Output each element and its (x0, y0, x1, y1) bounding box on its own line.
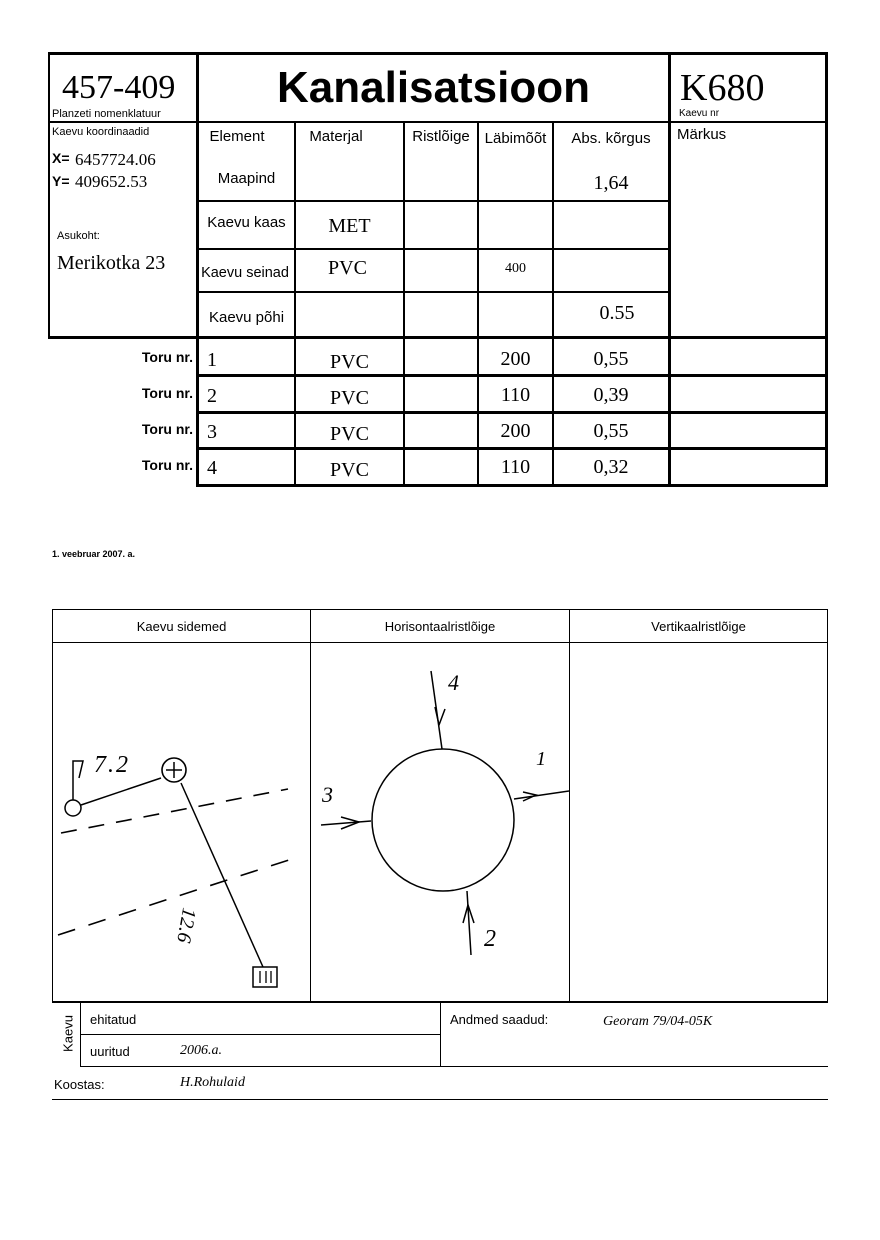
element-row-name: Kaevu põhi (208, 308, 285, 326)
pipe-number: 3 (207, 421, 217, 443)
pipe-number-label: 1 (536, 748, 546, 770)
element-row-name: Maapind (217, 169, 276, 187)
pipe-number-label: 3 (322, 782, 333, 807)
col-element: Element (209, 127, 265, 145)
coords-label: Kaevu koordinaadid (52, 126, 150, 138)
data-source-label: Andmed saadud: (450, 1012, 549, 1027)
pipe-label: Toru nr. (141, 349, 193, 365)
pipe-height: 0,39 (593, 383, 629, 406)
surveyed-label: uuritud (90, 1044, 130, 1059)
location-label: Asukoht: (57, 230, 100, 242)
distance-label: 12.6 (172, 906, 200, 945)
pipe-material: PVC (330, 458, 369, 481)
element-row-height: 1,64 (593, 171, 629, 194)
well-number: K680 (680, 67, 765, 109)
col-material: Materjal (309, 127, 363, 145)
pipe-diameter: 110 (500, 455, 531, 478)
data-source-value: Georam 79/04-05K (603, 1014, 713, 1029)
kaevu-side-label: Kaevu (60, 1015, 76, 1052)
col-abs-height: Abs. kõrgus (571, 129, 651, 147)
y-coord-value: 409652.53 (75, 172, 148, 191)
pipe-label: Toru nr. (141, 385, 193, 401)
pipe-label: Toru nr. (141, 421, 193, 437)
element-row-material: PVC (328, 256, 367, 279)
author-value: H.Rohulaid (180, 1075, 245, 1090)
document-date: 1. veebruar 2007. a. (52, 549, 136, 559)
pipe-number: 2 (207, 385, 217, 407)
map-nomenclature: 457-409 (62, 69, 176, 106)
distance-label: 7.2 (94, 752, 130, 778)
pipe-label: Toru nr. (141, 457, 193, 473)
pipe-number-label: 2 (484, 926, 496, 952)
pipe-number: 4 (207, 457, 217, 479)
element-row-name: Kaevu kaas (207, 213, 286, 231)
pipe-height: 0,32 (593, 455, 629, 478)
pipe-number: 1 (207, 349, 217, 371)
y-coord-label: Y= (52, 173, 70, 189)
well-number-label: Kaevu nr (679, 108, 720, 119)
pipe-number-label: 4 (448, 670, 459, 695)
element-row-diameter: 400 (505, 261, 526, 276)
col-remarks: Märkus (677, 126, 727, 143)
horizontal-section-sketch (311, 643, 569, 1001)
author-label: Koostas: (54, 1077, 105, 1092)
sketch-col-horizontal: Horisontaalristlõige (384, 618, 496, 634)
pipe-height: 0,55 (593, 347, 629, 370)
pipe-material: PVC (330, 422, 369, 445)
pipe-diameter: 200 (500, 419, 531, 442)
well-links-sketch (53, 643, 310, 1001)
element-row-material: MET (328, 214, 371, 237)
col-cross-section: Ristlõige (412, 127, 470, 145)
element-row-name: Kaevu seinad (201, 265, 289, 281)
x-coord-value: 6457724.06 (75, 150, 156, 169)
page-title: Kanalisatsioon (277, 63, 590, 112)
col-diameter: Läbimõõt (484, 129, 547, 147)
pipe-height: 0,55 (593, 419, 629, 442)
sketch-col-vertical: Vertikaalristlõige (651, 618, 746, 634)
pipe-diameter: 110 (500, 383, 531, 406)
map-nomenclature-label: Planzeti nomenklatuur (52, 108, 161, 120)
pipe-diameter: 200 (500, 347, 531, 370)
element-row-height: 0.55 (599, 301, 635, 324)
surveyed-value: 2006.a. (180, 1043, 222, 1058)
location-value: Merikotka 23 (57, 252, 166, 274)
pipe-material: PVC (330, 350, 369, 373)
pipe-material: PVC (330, 386, 369, 409)
x-coord-label: X= (52, 150, 70, 166)
built-label: ehitatud (90, 1012, 137, 1027)
sketch-col-links: Kaevu sidemed (136, 618, 227, 634)
